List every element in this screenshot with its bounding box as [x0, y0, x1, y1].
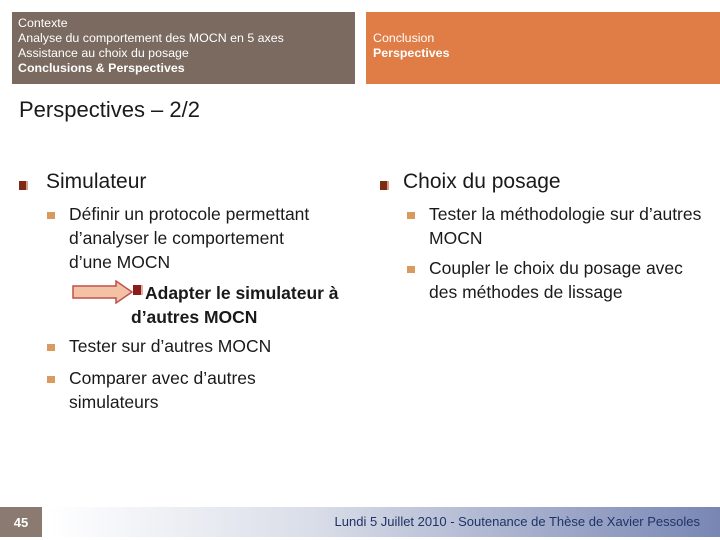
subnav-item-perspectives-current[interactable]: Perspectives	[373, 46, 450, 60]
header-outline-panel	[12, 12, 355, 84]
nav-item-conclusions-current[interactable]: Conclusions & Perspectives	[18, 61, 185, 75]
slide-title: Perspectives – 2/2	[19, 97, 200, 122]
left-bullet-comparer: Comparer avec d’autres simulateurs	[69, 368, 256, 412]
bullet-square-icon	[19, 181, 28, 190]
left-heading: Simulateur	[46, 170, 147, 193]
nav-item-analyse[interactable]: Analyse du comportement des MOCN en 5 axes	[18, 31, 284, 45]
sub-bullet-icon	[47, 212, 55, 219]
right-bullet-coupler: Coupler le choix du posage avec des méthodes de lissage	[429, 258, 683, 302]
subnav-item-conclusion[interactable]: Conclusion	[373, 31, 435, 45]
footer-caption: Lundi 5 Juillet 2010 - Soutenance de Thèse de Xavier Pessoles	[334, 514, 700, 529]
nav-item-assistance[interactable]: Assistance au choix du posage	[18, 46, 189, 60]
sub-bullet-icon	[407, 212, 415, 219]
left-bullet-tester: Tester sur d’autres MOCN	[69, 336, 272, 356]
page-number: 45	[0, 507, 42, 537]
sub-bullet-icon	[47, 344, 55, 351]
nav-item-contexte[interactable]: Contexte	[18, 16, 68, 30]
right-arrow-icon	[72, 280, 134, 304]
sub-bullet-icon	[407, 266, 415, 273]
left-bullet-protocol: Définir un protocole permettant d’analyser le comportement d’une MOCN	[69, 204, 310, 272]
highlight-adapter-simulateur: Adapter le simulateur à d’autres MOCN	[131, 283, 339, 327]
right-heading: Choix du posage	[403, 170, 561, 193]
right-bullet-tester: Tester la méthodologie sur d’autres MOCN	[429, 204, 702, 248]
sub-bullet-icon	[47, 376, 55, 383]
header-section-panel	[366, 12, 720, 84]
bullet-square-icon	[380, 181, 389, 190]
